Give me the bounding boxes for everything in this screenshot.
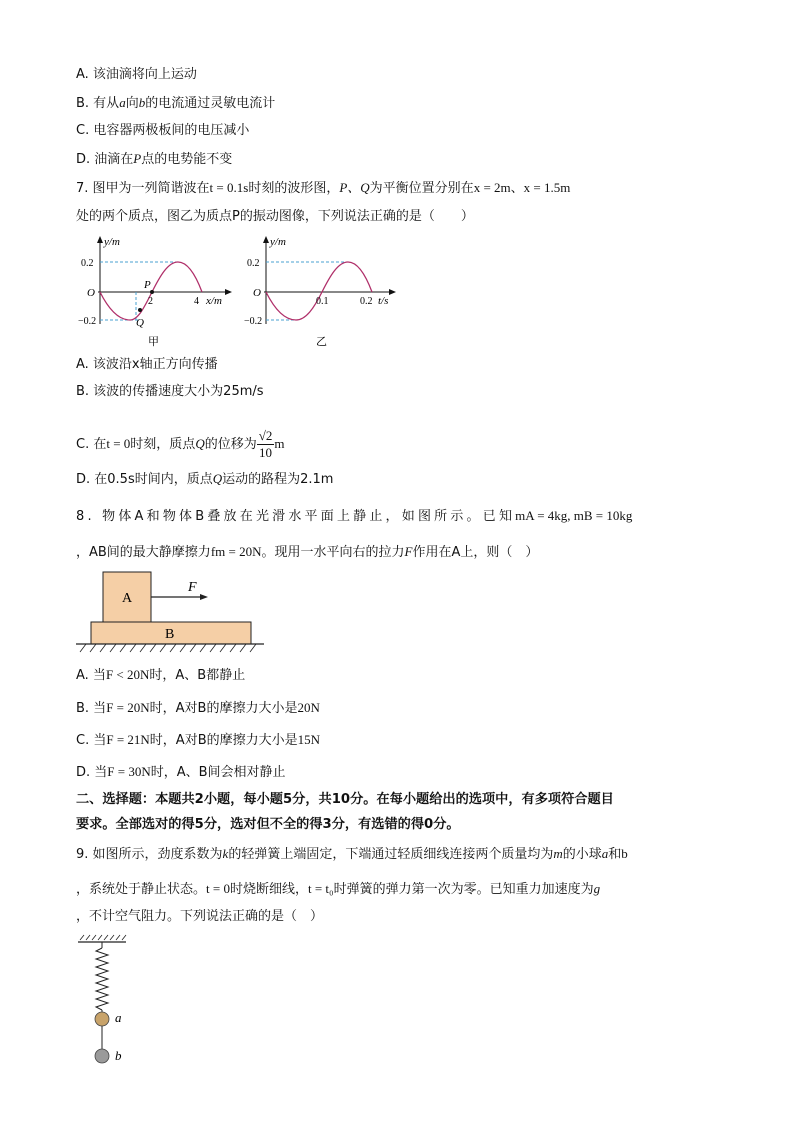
point-p-label: P xyxy=(144,279,151,291)
axis-x-label: t/s xyxy=(378,295,389,307)
axis-x-label: x/m xyxy=(206,295,222,307)
q7-vibration-graph xyxy=(244,232,404,350)
q8-block-figure xyxy=(74,568,270,654)
q8-stem-line1: 8. 物体A和物体B叠放在光滑水平面上静止，如图所示。已知mA = 4kg, mB = 10kg xyxy=(76,508,633,524)
x-tick-2: 2 xyxy=(148,296,153,307)
q6-option-d: D. 油滴在P点的电势能不变 xyxy=(76,151,233,167)
ball-a-label: a xyxy=(115,1010,122,1025)
ball-b-label: b xyxy=(115,1048,122,1063)
q7-option-a: A. 该波沿x轴正方向传播 xyxy=(76,357,218,372)
q9-stem-line1: 9. 如图所示，劲度系数为k的轻弹簧上端固定，下端通过轻质细线连接两个质量均为m的小球a和b xyxy=(76,846,628,862)
q7-wave-graph xyxy=(78,232,238,350)
q8-stem-line2: ，AB间的最大静摩擦力fm = 20N。现用一水平向右的拉力F作用在A上，则（ ） xyxy=(76,544,539,560)
q8-option-b: B. 当F = 20N时，A对B的摩擦力大小是20N xyxy=(76,700,320,716)
q8-option-c: C. 当F = 21N时，A对B的摩擦力大小是15N xyxy=(76,732,320,748)
origin-label: O xyxy=(87,287,95,299)
q7-option-b: B. 该波的传播速度大小为25m/s xyxy=(76,384,264,399)
force-label: F xyxy=(188,580,197,595)
x-tick-4: 4 xyxy=(194,296,199,307)
q6-option-a: A. 该油滴将向上运动 xyxy=(76,67,197,82)
origin-label: O xyxy=(253,287,261,299)
q7-stem-line2: 处的两个质点，图乙为质点P的振动图像，下列说法正确的是（ ） xyxy=(76,209,474,224)
q8-option-a: A. 当F < 20N时，A、B都静止 xyxy=(76,667,246,683)
q9-stem-line3: ，不计空气阻力。下列说法正确的是（ ） xyxy=(76,909,324,924)
x-tick-02: 0.2 xyxy=(360,296,373,307)
q7-stem-line1: 7. 图甲为一列简谐波在t = 0.1s时刻的波形图，P、Q为平衡位置分别在x = 2m、x = 1.5m xyxy=(76,180,571,196)
q8-option-d: D. 当F = 30N时，A、B间会相对静止 xyxy=(76,764,286,780)
fraction: $\frac{√2}{10}$ xyxy=(258,428,273,460)
axis-y-label: y/m xyxy=(270,236,286,248)
q6-option-b: B. 有从a向b的电流通过灵敏电流计 xyxy=(76,95,276,111)
q9-spring-figure xyxy=(74,934,144,1066)
block-b-label: B xyxy=(165,627,175,642)
q6-option-c: C. 电容器两极板间的电压减小 xyxy=(76,123,250,138)
y-tick-top: 0.2 xyxy=(247,258,260,269)
x-tick-01: 0.1 xyxy=(316,296,329,307)
y-tick-top: 0.2 xyxy=(81,258,94,269)
section-2-header-line2: 要求。全部选对的得5分，选对但不全的得3分，有选错的得0分。 xyxy=(76,817,460,832)
q9-stem-line2: ，系统处于静止状态。t = 0时烧断细线，t = t₀时弹簧的弹力第一次为零。已知重力加速度为g xyxy=(76,881,601,897)
q7-option-c: C. 在t = 0时刻，质点Q的位移为 $\frac{√2}{10}$ m xyxy=(76,428,285,460)
y-tick-bottom: −0.2 xyxy=(78,316,97,327)
y-tick-bottom: −0.2 xyxy=(244,316,263,327)
q7-option-d: D. 在0.5s时间内，质点Q运动的路程为2.1m xyxy=(76,471,334,487)
point-q-label: Q xyxy=(136,317,144,329)
section-2-header-line1: 二、选择题：本题共2小题，每小题5分，共10分。在每小题给出的选项中，有多项符合题目 xyxy=(76,792,614,807)
axis-y-label: y/m xyxy=(104,236,120,248)
graph-caption: 乙 xyxy=(316,336,327,348)
block-a-label: A xyxy=(122,591,133,606)
graph-caption: 甲 xyxy=(148,336,159,348)
